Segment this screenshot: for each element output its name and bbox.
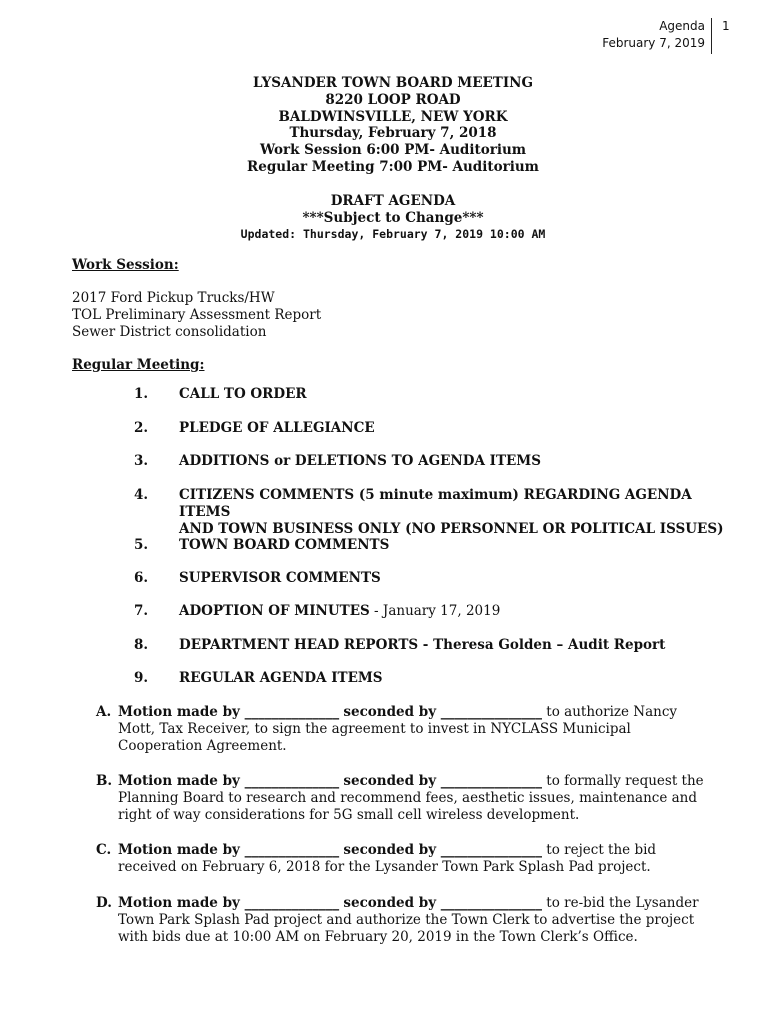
motion-made-by: Motion made by ______________ [118,842,340,858]
header-agenda-label: Agenda [659,19,705,33]
motion-letter: C. [96,842,112,858]
item-number: 8. [134,637,149,653]
motion-letter: A. [96,704,112,720]
item-number: 3. [134,453,149,469]
motion-seconded-by: seconded by _______________ [343,895,543,911]
motion-seconded-by: seconded by _______________ [343,842,543,858]
item-text-line: CITIZENS COMMENTS (5 minute maximum) REGARDING AGENDA ITEMS [179,487,692,520]
running-header [602,18,712,54]
motion-letter: D. [96,895,112,911]
motion-made-by: Motion made by ______________ [118,704,340,720]
title-line: 8220 LOOP ROAD [325,91,461,108]
updated-timestamp: Updated: Thursday, February 7, 2019 10:00 AM [240,227,546,242]
item-text: SUPERVISOR COMMENTS [179,570,381,586]
motion-text: to authorize Nancy Mott, Tax Receiver, to sign the agreement to invest in NYCLASS Municipal Cooperation Agreement. [118,704,678,754]
work-session-heading: Work Session: [72,257,179,273]
motion-seconded-by: seconded by _______________ [343,704,543,720]
motion-letter: B. [96,773,113,789]
item-number: 5. [134,537,149,553]
item-number: 7. [134,603,149,619]
motion-body [118,773,718,823]
header-date: February 7, 2019 [602,36,705,50]
list-item: TOL Preliminary Assessment Report [72,306,322,323]
motion-body [118,704,718,754]
motion-body [118,842,718,876]
title-block [0,75,770,242]
title-line: LYSANDER TOWN BOARD MEETING [252,75,534,91]
item-text: PLEDGE OF ALLEGIANCE [179,420,375,436]
regular-meeting-heading: Regular Meeting: [72,357,205,373]
motion-seconded-by: seconded by _______________ [343,773,543,789]
item-text-line: AND TOWN BUSINESS ONLY (NO PERSONNEL OR POLITICAL ISSUES) [179,520,724,537]
item-number: 2. [134,420,149,436]
item-text: ADDITIONS or DELETIONS TO AGENDA ITEMS [179,453,541,469]
subject-to-change: ***Subject to Change*** [302,209,484,226]
list-item: Sewer District consolidation [72,323,267,340]
title-line: Work Session 6:00 PM- Auditorium [259,142,527,159]
item-number: 6. [134,570,149,586]
motion-text: to reject the bid received on February 6, 2018 for the Lysander Town Park Splash Pad project. [118,842,657,875]
item-text: DEPARTMENT HEAD REPORTS - Theresa Golden – Audit Report [179,637,666,653]
motion-made-by: Motion made by ______________ [118,895,340,911]
item-text [179,603,739,620]
list-item: 2017 Ford Pickup Trucks/HW [72,290,275,306]
item-text-main: ADOPTION OF MINUTES [179,603,370,619]
motion-text: to re-bid the Lysander Town Park Splash Pad project and authorize the Town Clerk to advertise the project with bids due at 10:00 AM on February 20, 2019 in the Town Clerk’s Office. [118,895,699,945]
item-text: REGULAR AGENDA ITEMS [179,670,383,686]
minutes-date: - January 17, 2019 [369,603,501,619]
item-text [179,487,739,537]
draft-agenda-heading: DRAFT AGENDA [330,192,456,209]
title-line: Regular Meeting 7:00 PM- Auditorium [247,158,539,175]
page-number: 1 [722,19,730,33]
motion-made-by: Motion made by ______________ [118,773,340,789]
item-number: 4. [134,487,149,503]
motion-text: to formally request the Planning Board to research and recommend fees, aesthetic issues, maintenance and right of way considerations for 5G small cell wireless development. [118,773,704,823]
item-number: 9. [134,670,149,686]
item-text: TOWN BOARD COMMENTS [179,537,390,553]
item-text: CALL TO ORDER [179,386,307,402]
title-line: BALDWINSVILLE, NEW YORK [278,108,508,125]
item-number: 1. [134,386,149,402]
title-line: Thursday, February 7, 2018 [289,125,497,142]
work-session-list [72,290,321,340]
motion-body [118,895,718,945]
